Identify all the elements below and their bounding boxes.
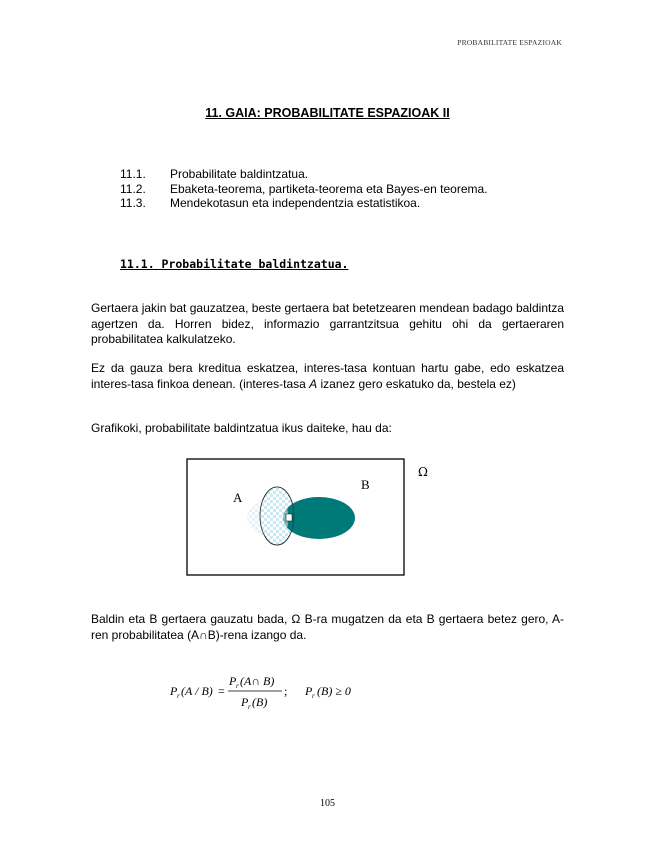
formula-lhs-p: P	[170, 684, 178, 698]
formula-den-arg: (B)	[252, 695, 268, 709]
chapter-title: 11. GAIA: PROBABILITATE ESPAZIOAK II	[205, 106, 450, 120]
label-a: A	[233, 490, 243, 505]
venn-diagram	[186, 458, 446, 580]
formula-cond-arg: (B) ≥ 0	[317, 684, 351, 698]
intersection-marker	[286, 514, 292, 521]
page-number: 105	[320, 798, 335, 809]
toc-item	[120, 182, 488, 197]
label-b: B	[361, 477, 370, 492]
formula-num-p: P	[229, 674, 237, 688]
toc-item-text: Mendekotasun eta independentzia estatistikoa.	[170, 196, 421, 210]
running-header: PROBABILITATE ESPAZIOAK	[457, 38, 562, 47]
paragraph-text: izanez gero eskatuko da, bestela ez)	[317, 376, 516, 391]
paragraph-intro: Gertaera jakin bat gauzatzea, beste gertaera bat betetzearen mendean badago baldintza agertzen da. Horren bidez, informazio garrantzitsua gehitu ohi da gertaeraren probabilitatea kalkulatzeko.	[91, 301, 564, 346]
formula-cond-p: P	[305, 684, 313, 698]
formula-separator: ;	[284, 684, 288, 698]
paragraph-conditional-explanation: Baldin eta B gertaera gauzatu bada, Ω B-ra mugatzen da eta B gertaera betez gero, A-ren probabilitatea (A∩B)-rena izango da.	[91, 612, 564, 642]
toc-item	[120, 196, 488, 211]
formula-cond-sub: r	[312, 692, 315, 700]
paragraph-graphic-intro: Grafikoki, probabilitate baldintzatua ikus daiteke, hau da:	[91, 421, 392, 435]
toc-item-text: Probabilitate baldintzatua.	[170, 167, 309, 181]
formula-lhs-sub: r	[177, 692, 180, 700]
toc-item-number: 11.2.	[120, 181, 146, 196]
formula-equals: =	[218, 684, 225, 698]
conditional-probability-formula	[170, 673, 430, 718]
italic-variable: A	[309, 376, 318, 391]
toc-item-number: 11.3.	[120, 196, 146, 210]
label-omega: Ω	[418, 465, 428, 479]
formula-lhs-arg: (A / B)	[181, 684, 213, 698]
paragraph-credit-example	[91, 361, 564, 392]
paragraph-text: Ez da gauza bera kreditua eskatzea, interes-tasa kontuan hartu gabe, edo eskatzea interes-tasa finkoa denean. (interes-tasa	[91, 361, 564, 391]
toc-item	[120, 167, 488, 182]
formula-num-sub: r	[236, 682, 239, 690]
table-of-contents	[120, 167, 488, 211]
formula-num-arg: (A∩ B)	[240, 674, 275, 688]
toc-item-number: 11.1.	[120, 167, 146, 181]
toc-item-text: Ebaketa-teorema, partiketa-teorema eta Bayes-en teorema.	[170, 181, 488, 196]
section-heading: 11.1. Probabilitate baldintzatua.	[120, 257, 349, 271]
formula-den-sub: r	[248, 703, 251, 711]
formula-den-p: P	[241, 695, 249, 709]
